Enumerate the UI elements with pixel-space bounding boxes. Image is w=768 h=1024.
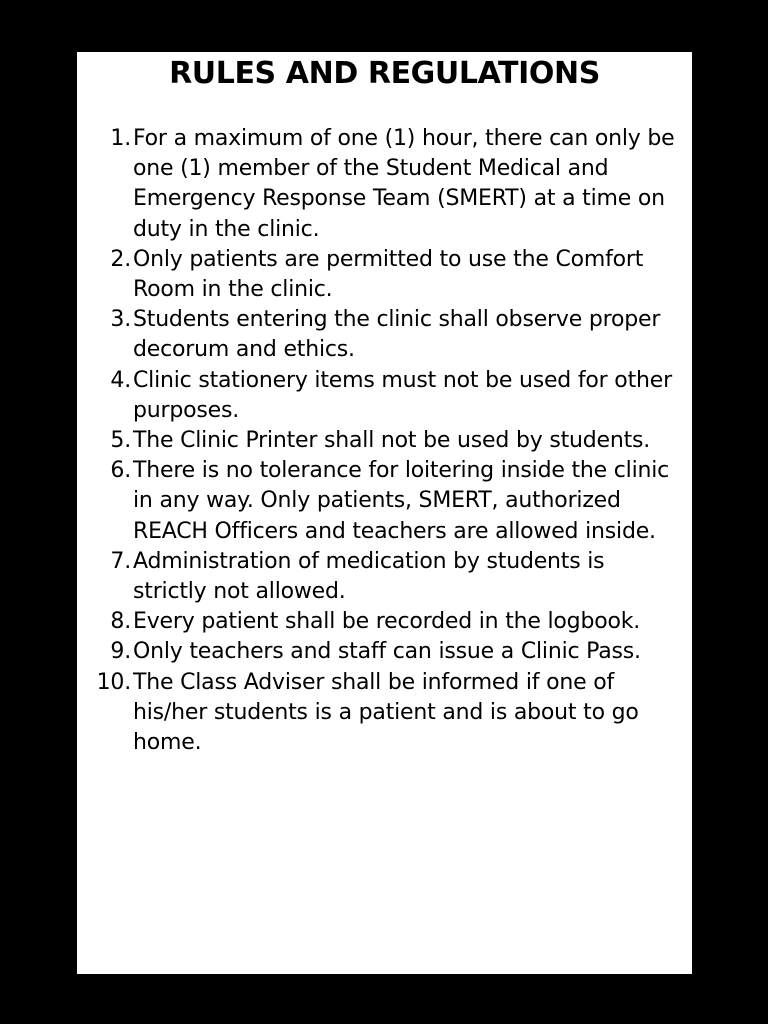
rules-list	[77, 124, 692, 758]
rule-item-2	[77, 245, 692, 305]
rule-text: Students entering the clinic shall observe proper decorum and ethics.	[133, 307, 661, 363]
rule-text: Only teachers and staff can issue a Clinic Pass.	[133, 639, 641, 665]
rule-text: Every patient shall be recorded in the logbook.	[133, 609, 641, 635]
rule-text: The Clinic Printer shall not be used by students.	[133, 428, 651, 454]
rule-text: For a maximum of one (1) hour, there can only be one (1) member of the Student Medical and Emergency Response Team (SMERT) at a time on duty in the clinic.	[133, 126, 675, 242]
rule-text: The Class Adviser shall be informed if one of his/her students is a patient and is about to go home.	[133, 669, 639, 756]
rule-number: 1.	[110, 126, 131, 151]
document-page	[77, 52, 692, 974]
rule-item-6	[77, 456, 692, 547]
rule-item-5	[77, 426, 692, 456]
rule-number: 2.	[110, 246, 131, 272]
rule-number: 4.	[110, 367, 131, 393]
rule-item-1	[77, 124, 692, 245]
document-title: RULES AND REGULATIONS	[169, 56, 600, 91]
rule-number: 6.	[110, 458, 131, 484]
rule-text: Only patients are permitted to use the Comfort Room in the clinic.	[133, 246, 644, 303]
rule-number: 3.	[110, 307, 131, 333]
rule-number: 7.	[110, 548, 131, 574]
rule-number: 10.	[96, 669, 131, 695]
rule-number: 8.	[110, 609, 131, 635]
rule-item-4	[77, 366, 692, 426]
rule-text: There is no tolerance for loitering inside the clinic in any way. Only patients, SMERT, authorized REACH Officers and teachers are allowed inside.	[133, 458, 670, 544]
rule-text: Clinic stationery items must not be used for other purposes.	[133, 367, 672, 423]
rule-item-3	[77, 305, 692, 365]
rule-item-10	[77, 668, 692, 759]
rule-number: 5.	[110, 428, 131, 454]
rule-text: Administration of medication by students is strictly not allowed.	[133, 548, 605, 605]
rule-item-7	[77, 547, 692, 607]
rule-item-9	[77, 637, 692, 667]
rule-number: 9.	[110, 639, 131, 665]
rule-item-8	[77, 607, 692, 637]
